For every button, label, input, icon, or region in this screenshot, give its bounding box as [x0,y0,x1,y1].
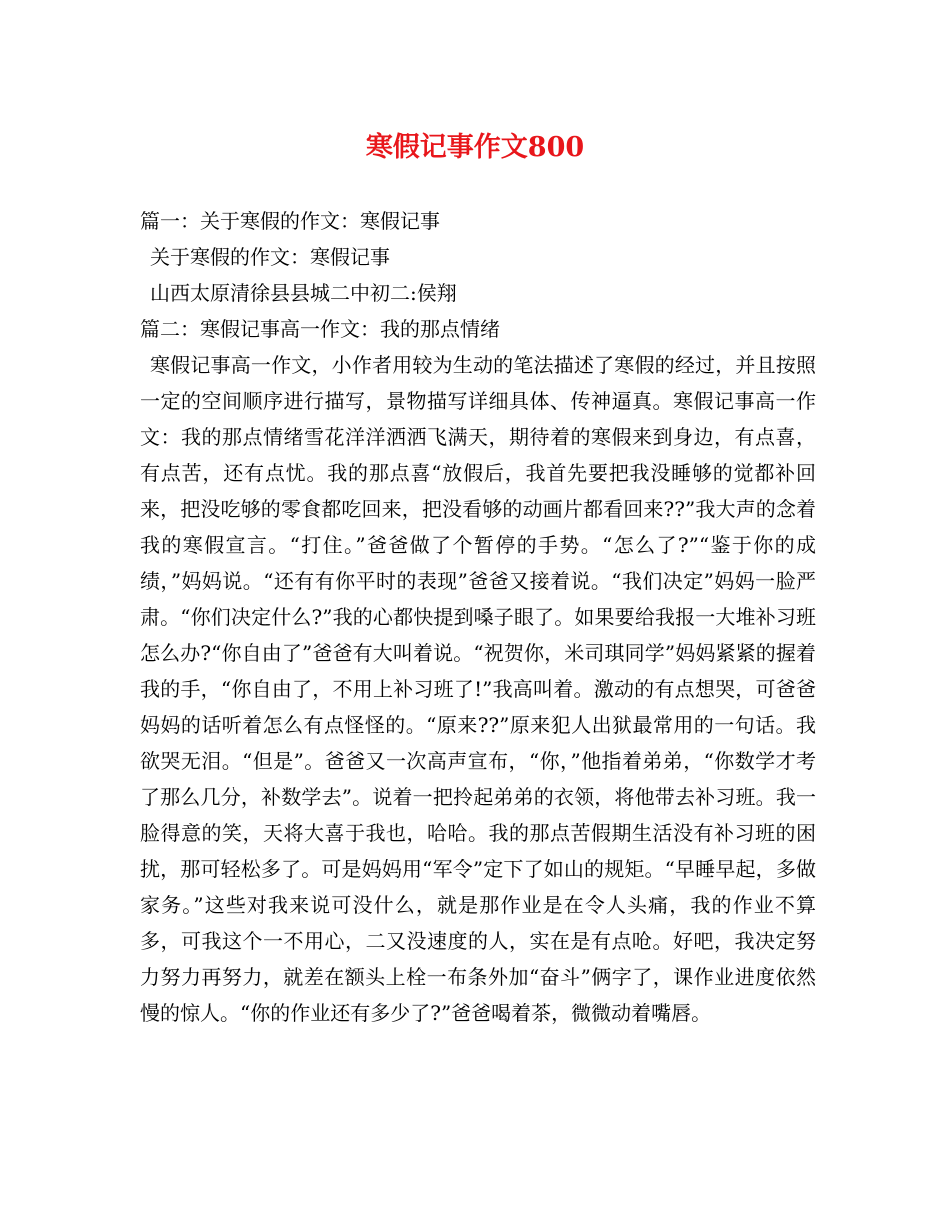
article-subtitle: 关于寒假的作文：寒假记事 [150,245,390,269]
author-line: 山西太原清徐县县城二中初二:侯翔 [150,281,457,305]
section-heading-2: 篇二：寒假记事高一作文：我的那点情绪 [140,317,500,341]
body-paragraph: 寒假记事高一作文，小作者用较为生动的笔法描述了寒假的经过，并且按照一定的空间顺序进行描写，景物描写详细具体、传神逼真。寒假记事高一作文：我的那点情绪雪花洋洋洒洒飞满天，期待着的寒假来到身边，有点喜，有点苦，还有点忧。我的那点喜“放假后，我首先要把我没睡够的觉都补回来，把没吃够的零食都吃回来，把没看够的动画片都看回来??”我大声的念着我的寒假宣言。“打住。”爸爸做了个暂停的手势。“怎么了?”“鉴于你的成绩，”妈妈说。“还有有你平时的表现”爸爸又接着说。“我们决定”妈妈一脸严肃。“你们决定什么?”我的心都快提到嗓子眼了。如果要给我报一大堆补习班怎么办?“你自由了”爸爸有大叫着说。“祝贺你，米司琪同学”妈妈紧紧的握着我的手，“你自由了，不用上补习班了!”我高叫着。激动的有点想哭，可爸爸妈妈的话听着怎么有点怪怪的。“原来??”原来犯人出狱最常用的一句话。我欲哭无泪。“但是”。爸爸又一次高声宣布，“你，”他指着弟弟，“你数学才考了那么几分，补数学去”。说着一把拎起弟弟的衣领，将他带去补习班。我一脸得意的笑，天将大喜于我也，哈哈。我的那点苦假期生活没有补习班的困扰，那可轻松多了。可是妈妈用“军令”定下了如山的规矩。“早睡早起，多做家务。”这些对我来说可没什么，就是那作业是在令人头痛，我的作业不算多，可我这个一不用心，二又没速度的人，实在是有点呛。好吧，我决定努力努力再努力，就差在额头上栓一布条外加“奋斗”俩字了，课作业进度依然慢的惊人。“你的作业还有多少了?”爸爸喝着茶，微微动着嘴唇。 [140,353,816,1025]
document-title: 寒假记事作文800 [365,132,585,163]
document-content [140,203,816,1031]
section-heading-1: 篇一：关于寒假的作文：寒假记事 [140,209,440,233]
